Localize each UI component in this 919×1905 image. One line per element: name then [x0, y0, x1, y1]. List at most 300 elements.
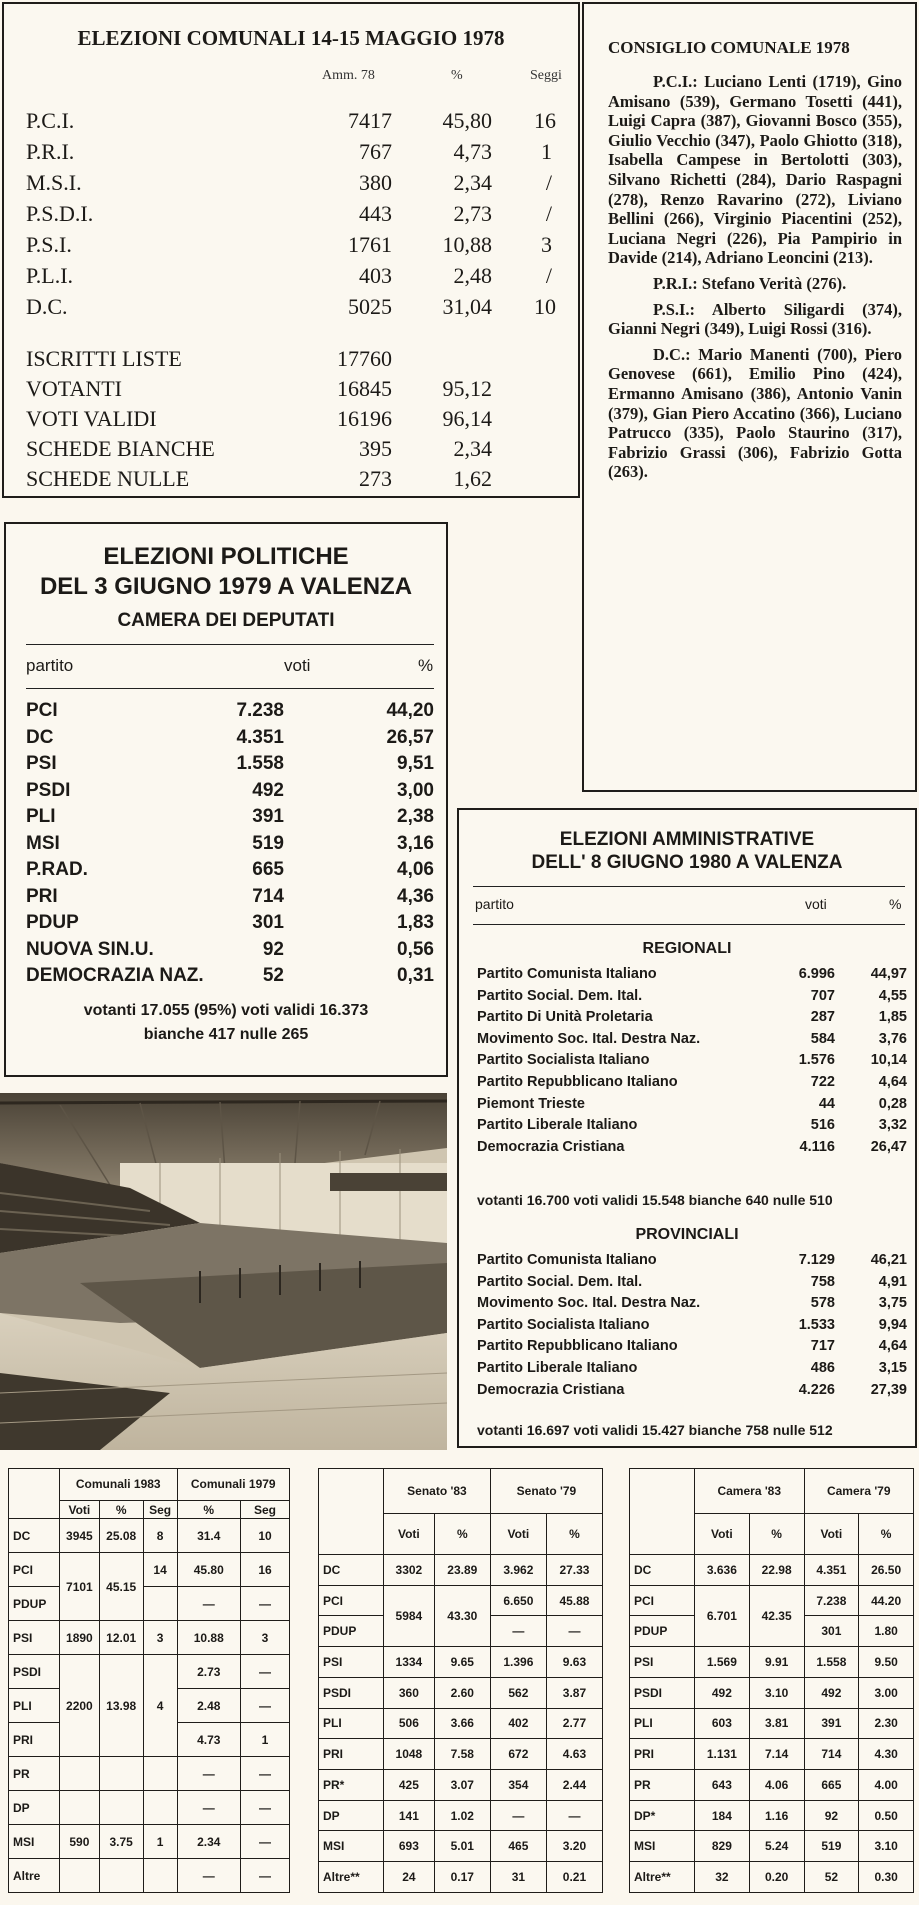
total-value: 395 [359, 436, 392, 461]
table-row [477, 1252, 907, 1274]
party-pct: 1,83 [397, 912, 434, 933]
table-row [319, 1647, 603, 1678]
total-label: VOTI VALIDI [26, 406, 157, 431]
col-pct-79: % [546, 1514, 602, 1555]
party-name: MSI [630, 1831, 695, 1862]
lay-parties-votes: 2200 [60, 1655, 100, 1757]
votes-79: 4.351 [804, 1555, 859, 1586]
consiglio-title: CONSIGLIO COMUNALE 1978 [608, 38, 850, 57]
party-name: PR* [319, 1770, 384, 1801]
total-label: SCHEDE NULLE [26, 466, 190, 491]
party-pct: 0,56 [397, 938, 434, 960]
politiche-footer-2: bianche 417 nulle 265 [143, 1026, 309, 1043]
party-pct: 1,85 [878, 1009, 907, 1026]
table-row [630, 1585, 914, 1616]
provinciali-label: PROVINCIALI [635, 1226, 739, 1243]
party-name: PRI [26, 885, 58, 907]
comunali-1979-header: Comunali 1979 [177, 1469, 290, 1501]
table-row [26, 806, 434, 832]
party-votes: 519 [252, 832, 284, 854]
party-votes: 7417 [348, 108, 392, 133]
seats-79: — [240, 1655, 289, 1689]
party-pct: 3,16 [397, 832, 434, 854]
table-row [630, 1862, 914, 1893]
senato-table [318, 1468, 603, 1893]
total-pct: 1,62 [453, 466, 492, 491]
empty-cell [99, 1791, 143, 1825]
table-row [319, 1739, 603, 1770]
party-name: MSI [319, 1831, 384, 1862]
party-votes: 391 [252, 806, 284, 827]
party-seats: 10 [534, 294, 556, 319]
pci-pdup-pct: 43.30 [434, 1585, 490, 1646]
party-name: Partito Di Unità Proletaria [477, 1009, 653, 1026]
totals-row [26, 376, 566, 406]
table-row [9, 1791, 290, 1825]
comunali-1978-box [2, 2, 580, 498]
comunali-1983-table [8, 1468, 290, 1893]
pct-79: 2.30 [859, 1708, 914, 1739]
table-row [26, 780, 434, 806]
table-row [630, 1647, 914, 1678]
party-pct: 26,47 [870, 1138, 907, 1155]
camera-subtitle: CAMERA DEI DEPUTATI [117, 610, 335, 631]
table-row [477, 1096, 907, 1118]
pct-83: 23.89 [434, 1555, 490, 1586]
party-pct: 4,06 [397, 859, 434, 880]
party-name: PRI [319, 1739, 384, 1770]
pct-83: 9.91 [749, 1647, 804, 1678]
party-name: Altre** [319, 1862, 384, 1893]
party-name: PLI [319, 1708, 384, 1739]
pct-79: — [546, 1616, 602, 1647]
party-votes: 403 [359, 263, 392, 288]
empty-cell [60, 1757, 100, 1791]
party-pct: 4,36 [397, 885, 434, 907]
col-seg-79: Seg [240, 1501, 289, 1519]
total-value: 273 [359, 466, 392, 491]
party-name: PSDI [9, 1655, 60, 1689]
table-row [630, 1800, 914, 1831]
party-votes: 7.129 [798, 1252, 835, 1268]
party-name: Democrazia Cristiana [477, 1138, 625, 1155]
table-row [477, 1274, 907, 1296]
party-name: Partito Comunista Italiano [477, 966, 657, 982]
table-row [319, 1800, 603, 1831]
party-name: PSI [319, 1647, 384, 1678]
pci-pdup-votes: 6.701 [695, 1585, 750, 1646]
votes-83: 141 [384, 1800, 435, 1831]
party-votes: 5025 [348, 294, 392, 319]
party-name: Partito Liberale Italiano [477, 1117, 638, 1134]
party-name: DC [26, 726, 54, 748]
table-row [477, 1360, 907, 1382]
party-seats: 3 [541, 232, 552, 257]
seats: 1 [143, 1825, 177, 1859]
votes-79: 1.558 [804, 1647, 859, 1678]
party-votes: 578 [810, 1295, 835, 1312]
pct-83: 7.14 [749, 1739, 804, 1770]
total-value: 16845 [337, 376, 392, 401]
pct-83: 5.01 [434, 1831, 490, 1862]
party-votes: 486 [810, 1360, 835, 1376]
party-name: DC [9, 1519, 60, 1553]
pci-pdup-votes: 7101 [60, 1553, 100, 1621]
votes-83: 643 [695, 1770, 750, 1801]
party-pct: 0,31 [397, 965, 434, 986]
pct-79: 3.20 [546, 1831, 602, 1862]
votes-83: 1.569 [695, 1647, 750, 1678]
party-pct: 10,14 [870, 1052, 907, 1069]
camera-table [629, 1468, 914, 1893]
party-name: P.R.I. [26, 139, 75, 164]
party-name: PCI [630, 1585, 695, 1616]
votes-79: 92 [804, 1800, 859, 1831]
table-row [319, 1677, 603, 1708]
party-pct: 3,15 [878, 1360, 907, 1376]
party-name: PSI [630, 1647, 695, 1678]
header-seggi: Seggi [530, 68, 562, 83]
party-votes: 443 [359, 201, 392, 226]
totals-row [26, 466, 566, 496]
votes: 590 [60, 1825, 100, 1859]
party-pct: 10,88 [442, 232, 492, 257]
votes-79: 519 [804, 1831, 859, 1862]
pct-79: 26.50 [859, 1555, 914, 1586]
votes-79: — [490, 1800, 546, 1831]
politiche-title-line2: DEL 3 GIUGNO 1979 A VALENZA [39, 573, 413, 600]
header-pct: % [889, 896, 902, 912]
votes-83: 24 [384, 1862, 435, 1893]
votes-79: 7.238 [804, 1585, 859, 1616]
seats-79: 10 [240, 1519, 289, 1553]
pct-83: 9.65 [434, 1647, 490, 1678]
votes-83: 32 [695, 1862, 750, 1893]
col-pct: % [99, 1501, 143, 1519]
party-name: MSI [9, 1825, 60, 1859]
header-pct: % [418, 656, 434, 675]
party-pct: 3,32 [878, 1117, 907, 1134]
party-pct: 45,80 [442, 108, 492, 133]
table-row [26, 700, 434, 726]
party-pct: 27,39 [870, 1381, 907, 1398]
party-name: PRI [9, 1723, 60, 1757]
table-row [9, 1825, 290, 1859]
col-pct: % [749, 1514, 804, 1555]
pci-pdup-pct: 42.35 [749, 1585, 804, 1646]
votes-79: 492 [804, 1677, 859, 1708]
regionali-footer: votanti 16.700 voti validi 15.548 bianche 640 nulle 510 [477, 1192, 833, 1208]
votes-83: 184 [695, 1800, 750, 1831]
party-name: P.L.I. [26, 263, 74, 288]
party-name: DEMOCRAZIA NAZ. [26, 965, 204, 986]
party-pct: 46,21 [870, 1252, 907, 1268]
table-row [26, 886, 434, 912]
party-votes: 4.351 [236, 726, 284, 748]
party-pct: 9,51 [397, 753, 434, 774]
party-name: DP [319, 1800, 384, 1831]
total-pct: 95,12 [442, 376, 492, 401]
votes-79: — [490, 1616, 546, 1647]
seats-79: — [240, 1791, 289, 1825]
party-name: P.RAD. [26, 859, 88, 880]
party-votes: 287 [810, 1009, 835, 1026]
pct-83: 0.20 [749, 1862, 804, 1893]
party-name: PCI [26, 700, 58, 721]
empty-cell [60, 1859, 100, 1893]
votes-79: 391 [804, 1708, 859, 1739]
votes-83: 3.636 [695, 1555, 750, 1586]
pct-79: 27.33 [546, 1555, 602, 1586]
party-name: Partito Social. Dem. Ital. [477, 1273, 643, 1290]
party-name: DP [9, 1791, 60, 1825]
party-name: NUOVA SIN.U. [26, 938, 154, 960]
party-votes: 380 [359, 170, 392, 195]
party-name: PLI [630, 1708, 695, 1739]
table-row [9, 1757, 290, 1791]
blank-cell [9, 1469, 60, 1519]
party-name: Altre [9, 1859, 60, 1893]
pct-79: 45.88 [546, 1585, 602, 1616]
votes-79: 665 [804, 1770, 859, 1801]
party-votes: 1.558 [236, 753, 284, 774]
party-votes: 714 [252, 885, 284, 907]
party-votes: 1.576 [798, 1052, 835, 1069]
pct-79: 45.80 [177, 1553, 240, 1587]
party-name: Movimento Soc. Ital. Destra Naz. [477, 1295, 701, 1312]
empty-cell [99, 1757, 143, 1791]
party-pct: 2,48 [453, 263, 492, 288]
table-row [26, 201, 566, 231]
table-row [477, 1052, 907, 1074]
header-voti: voti [805, 896, 827, 912]
table-row [477, 1009, 907, 1031]
seats: 14 [143, 1553, 177, 1587]
party-votes: 301 [252, 912, 284, 933]
consiglio-psi: P.S.I.: Alberto Siligardi (374), Gianni Negri (349), Luigi Rossi (316). [608, 299, 902, 339]
votes-79: 354 [490, 1770, 546, 1801]
pct-79: — [177, 1859, 240, 1893]
party-pct: 3,00 [397, 779, 434, 801]
votes-83: 1334 [384, 1647, 435, 1678]
total-pct: 2,34 [453, 436, 492, 461]
senato-83-header: Senato '83 [384, 1469, 491, 1514]
table-row [477, 988, 907, 1010]
table-row [630, 1555, 914, 1586]
pct-79: 3.87 [546, 1677, 602, 1708]
party-votes: 492 [252, 779, 284, 801]
table-row [477, 1382, 907, 1404]
party-pct: 4,55 [878, 987, 907, 1004]
camera-83-header: Camera '83 [695, 1469, 805, 1514]
seats-79: — [240, 1587, 289, 1621]
votes: 3945 [60, 1519, 100, 1553]
votes-83: 425 [384, 1770, 435, 1801]
party-pct: 2,38 [397, 806, 434, 827]
table-row [319, 1770, 603, 1801]
header-partito: partito [26, 656, 74, 675]
party-name: DC [630, 1555, 695, 1586]
votes-83: 829 [695, 1831, 750, 1862]
pct-83: 3.81 [749, 1708, 804, 1739]
votes-79: 301 [804, 1616, 859, 1647]
consiglio-pci: P.C.I.: Luciano Lenti (1719), Gino Amisano (539), Germano Tosetti (441), Luigi Capra (387), Giovanni Bosco (355), Giulio Vecchio (347), Paolo Ghiotto (318), Isabella Campese in Bertolotti (303), Silvano Richetti (284), Dario Raspagni (278), Renzo Ravarino (272), Liviano Bellini (266), Virginio Piacentini (252), Luciana Negri (226), Pia Pampirio in Davide (214), Adriano Leoncini (213). [608, 72, 902, 268]
votes-79: 465 [490, 1831, 546, 1862]
col-pct-79: % [177, 1501, 240, 1519]
table-row [477, 1295, 907, 1317]
pct-79: 2.73 [177, 1655, 240, 1689]
table-row [9, 1655, 290, 1689]
pct: 3.75 [99, 1825, 143, 1859]
seats-79: — [240, 1689, 289, 1723]
pct-79: 4.73 [177, 1723, 240, 1757]
party-seats: / [545, 201, 552, 226]
party-name: Partito Repubblicano Italiano [477, 1338, 678, 1355]
party-seats: / [545, 170, 552, 195]
votes-79: 562 [490, 1677, 546, 1708]
table-row [26, 108, 566, 138]
swimming-pool-photo [0, 1093, 447, 1450]
table-row [477, 966, 907, 988]
party-name: PDUP [630, 1616, 695, 1647]
party-votes: 4.116 [799, 1138, 835, 1155]
party-pct: 31,04 [442, 294, 492, 319]
table-row [477, 1074, 907, 1096]
pct: 12.01 [99, 1621, 143, 1655]
table-row [630, 1831, 914, 1862]
consiglio-pri: P.R.I.: Stefano Verità (276). [653, 273, 847, 293]
col-voti-79: Voti [490, 1514, 546, 1555]
pci-pdup-votes: 5984 [384, 1585, 435, 1646]
pct-79: 44.20 [859, 1585, 914, 1616]
party-name: M.S.I. [26, 170, 82, 195]
seats: 3 [143, 1621, 177, 1655]
party-name: PSI [9, 1621, 60, 1655]
party-pct: 2,73 [453, 201, 492, 226]
col-voti: Voti [384, 1514, 435, 1555]
table-row [26, 263, 566, 293]
party-name: PSDI [26, 779, 71, 801]
pct-83: 22.98 [749, 1555, 804, 1586]
table-row [26, 859, 434, 885]
party-name: Piemont Trieste [477, 1095, 585, 1112]
votes-79: 714 [804, 1739, 859, 1770]
party-name: Partito Socialista Italiano [477, 1052, 650, 1069]
party-name: PCI [319, 1585, 384, 1616]
pci-pdup-pct: 45.15 [99, 1553, 143, 1621]
table-row [630, 1770, 914, 1801]
party-name: PLI [26, 806, 56, 827]
blank-cell [319, 1469, 384, 1555]
party-name: PDUP [9, 1587, 60, 1621]
table-row [9, 1621, 290, 1655]
table-row [319, 1862, 603, 1893]
party-name: PR [9, 1757, 60, 1791]
party-pct: 3,75 [878, 1295, 907, 1312]
divider [473, 886, 905, 887]
party-name: Partito Repubblicano Italiano [477, 1074, 678, 1090]
amministrative-title [459, 828, 915, 874]
table-row [26, 753, 434, 779]
party-name: PCI [9, 1553, 60, 1587]
table-row [630, 1739, 914, 1770]
table-row [26, 294, 566, 324]
pct-79: 0.50 [859, 1800, 914, 1831]
seats-79: 16 [240, 1553, 289, 1587]
seats-79: — [240, 1825, 289, 1859]
total-label: VOTANTI [26, 376, 122, 401]
table-row [630, 1677, 914, 1708]
divider [26, 644, 434, 645]
pct-79: 2.34 [177, 1825, 240, 1859]
amministrative-title-line2: DELL' 8 GIUGNO 1980 A VALENZA [531, 852, 843, 873]
party-pct: 4,73 [453, 139, 492, 164]
party-votes: 44 [818, 1095, 835, 1112]
party-votes: 4.226 [798, 1381, 835, 1398]
party-name: P.S.I. [26, 232, 72, 257]
party-name: PSDI [630, 1677, 695, 1708]
party-name: Partito Comunista Italiano [477, 1252, 657, 1268]
party-pct: 26,57 [386, 726, 434, 748]
consiglio-comunale-box [582, 2, 917, 792]
pct-79: — [546, 1800, 602, 1831]
pct-83: 2.60 [434, 1677, 490, 1708]
pct-79: 0.30 [859, 1862, 914, 1893]
votes-79: 31 [490, 1862, 546, 1893]
lay-parties-seats: 4 [143, 1655, 177, 1757]
table-row [477, 1338, 907, 1360]
pct-79: 0.21 [546, 1862, 602, 1893]
pct-79: 1.80 [859, 1616, 914, 1647]
senato-79-header: Senato '79 [490, 1469, 602, 1514]
votes-79: 402 [490, 1708, 546, 1739]
party-name: PSI [26, 753, 57, 774]
table-row [630, 1708, 914, 1739]
politiche-1979-box [4, 522, 448, 1077]
pct-79: 2.77 [546, 1708, 602, 1739]
table-row [26, 912, 434, 938]
party-pct: 4,91 [878, 1273, 907, 1290]
camera-79-header: Camera '79 [804, 1469, 914, 1514]
party-pct: 0,28 [878, 1095, 907, 1112]
seats-79: — [240, 1757, 289, 1791]
seats-79: 3 [240, 1621, 289, 1655]
pct-83: 1.02 [434, 1800, 490, 1831]
politiche-title-line1: ELEZIONI POLITICHE [103, 543, 349, 570]
votes-83: 506 [384, 1708, 435, 1739]
empty-cell [143, 1757, 177, 1791]
pct-79: 3.00 [859, 1677, 914, 1708]
party-name: PDUP [319, 1616, 384, 1647]
blank-cell [630, 1469, 695, 1555]
party-pct: 3,76 [878, 1030, 907, 1047]
provinciali-footer: votanti 16.697 voti validi 15.427 bianche 758 nulle 512 [477, 1422, 833, 1438]
party-pct: 44,97 [870, 966, 907, 982]
total-pct: 96,14 [442, 406, 492, 431]
party-votes: 665 [252, 859, 284, 880]
divider [26, 688, 434, 689]
empty-cell [143, 1859, 177, 1893]
table-row [26, 727, 434, 753]
total-label: SCHEDE BIANCHE [26, 436, 215, 461]
col-pct-79: % [859, 1514, 914, 1555]
seats-79: — [240, 1859, 289, 1893]
pct-79: — [177, 1791, 240, 1825]
table-row [319, 1555, 603, 1586]
votes-83: 3302 [384, 1555, 435, 1586]
party-name: DC [319, 1555, 384, 1586]
party-name: Partito Liberale Italiano [477, 1360, 638, 1376]
